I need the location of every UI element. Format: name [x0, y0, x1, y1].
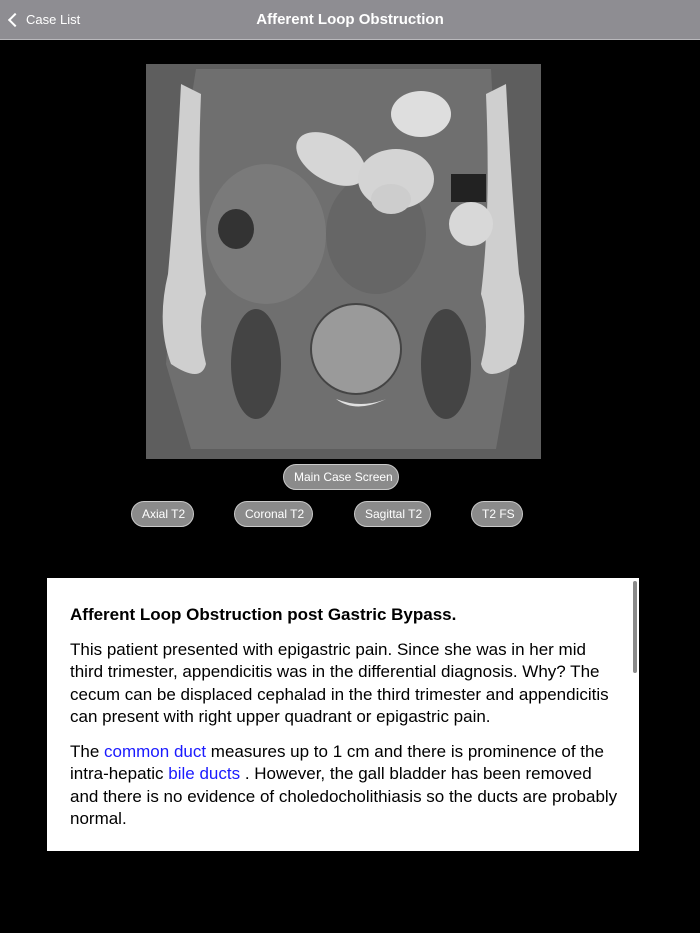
- back-button[interactable]: [7, 0, 80, 39]
- chevron-left-icon: [8, 12, 22, 26]
- mri-image[interactable]: [146, 64, 541, 459]
- case-paragraph-2: The common duct measures up to 1 cm and there is prominence of the intra-hepatic bile ducts . However, the gall bladder has been removed and there is no evidence of choledocholithiasis so the ducts are probably normal.: [70, 741, 618, 828]
- case-description-content: [70, 604, 620, 843]
- main-case-screen-button[interactable]: Main Case Screen: [283, 464, 399, 490]
- mri-scan-graphic: [146, 64, 541, 459]
- navigation-bar: [0, 0, 700, 40]
- case-description-panel[interactable]: [47, 578, 639, 851]
- coronal-t2-button[interactable]: Coronal T2: [234, 501, 313, 527]
- page-title: Afferent Loop Obstruction: [256, 11, 444, 28]
- scrollbar[interactable]: [633, 581, 637, 673]
- t2-fs-button[interactable]: T2 FS: [471, 501, 523, 527]
- back-label: Case List: [26, 12, 81, 27]
- bile-ducts-link[interactable]: bile ducts: [168, 764, 241, 783]
- common-duct-link[interactable]: common duct: [104, 741, 207, 761]
- case-paragraph-1: This patient presented with epigastric pain. Since she was in her mid third trimester, appendicitis was in the differential diagnosis. Why? The cecum can be displaced cephalad in the third trimester and appendicitis can present with right upper quadrant or epigastric pain.: [70, 639, 609, 726]
- sagittal-t2-button[interactable]: Sagittal T2: [354, 501, 431, 527]
- case-heading: Afferent Loop Obstruction post Gastric Bypass.: [70, 605, 457, 624]
- axial-t2-button[interactable]: Axial T2: [131, 501, 194, 527]
